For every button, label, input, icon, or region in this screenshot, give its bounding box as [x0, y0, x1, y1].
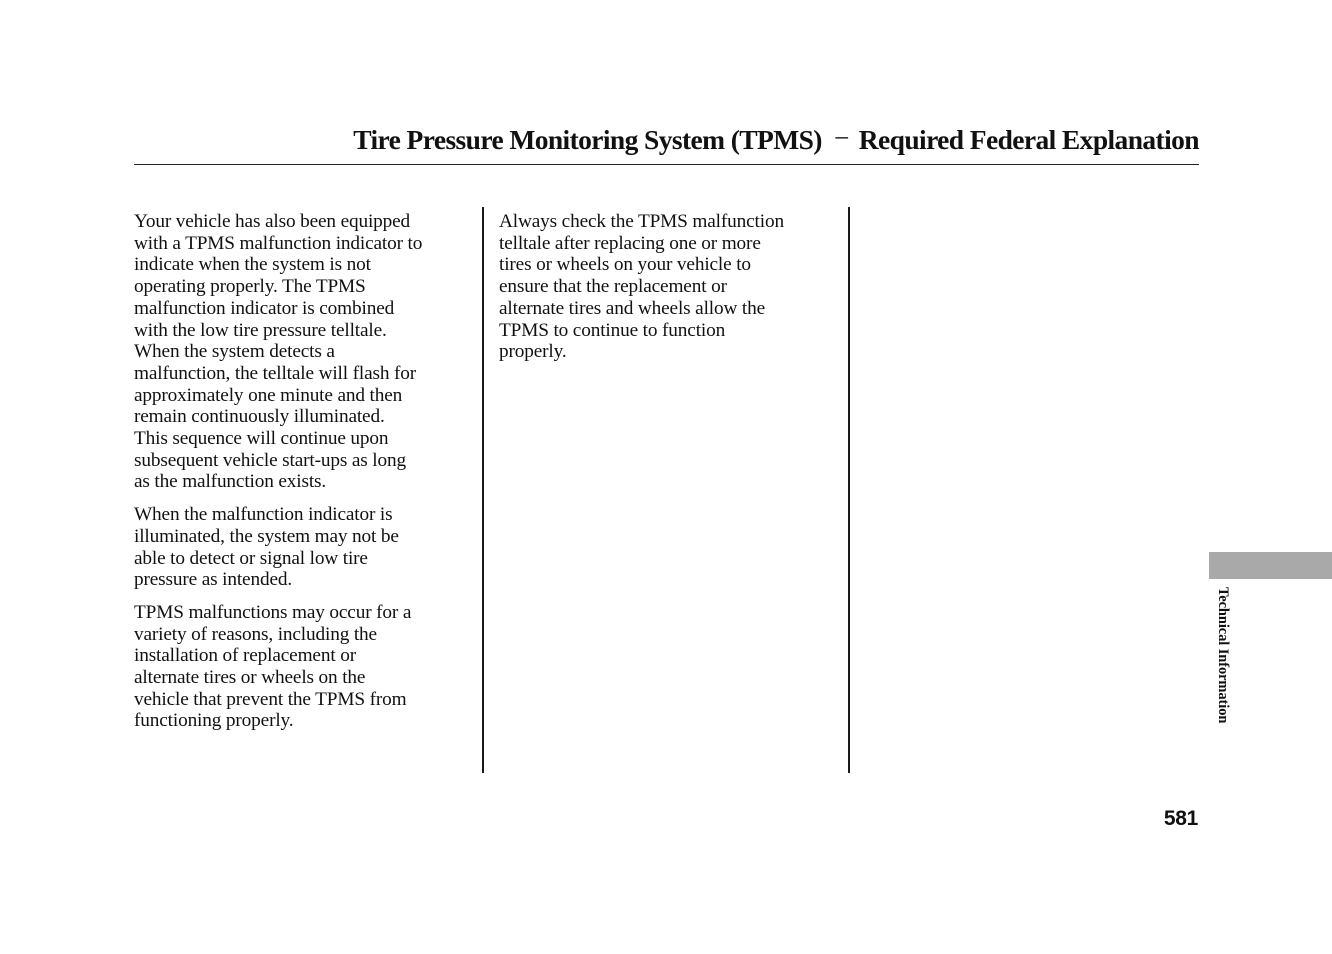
title-dash: −: [833, 122, 849, 153]
paragraph-always-check: Always check the TPMS malfunction telltale after replacing one or more tires or wheels on your vehicle to ensure that the replacement or alternate tires and wheels allow the TPMS to continue to function properly.: [499, 211, 784, 363]
section-tab-label: Technical Information: [1215, 587, 1231, 724]
column-divider-left: [482, 207, 484, 773]
page-number: 581: [1163, 807, 1198, 830]
section-tab: [1209, 552, 1332, 579]
paragraph-malfunction-indicator: Your vehicle has also been equipped with a TPMS malfunction indicator to indicate when the system is not operating properly. The TPMS malfunction indicator is combined with the low tire pressure telltale. When the system detects a malfunction, the telltale will flash for approximately one minute and then remain continuously illuminated. This sequence will continue upon subsequent vehicle start-ups as long as the malfunction exists.: [134, 211, 423, 493]
title-right: Required Federal Explanation: [858, 124, 1199, 155]
page-header: [134, 122, 1199, 165]
paragraph-malfunction-reasons: TPMS malfunctions may occur for a variety of reasons, including the installation of replacement or alternate tires or wheels on the vehicle that prevent the TPMS from functioning properly.: [134, 601, 412, 732]
middle-column: [499, 211, 839, 374]
left-column: [134, 211, 474, 743]
paragraph-indicator-illuminated: When the malfunction indicator is illuminated, the system may not be able to detect or signal low tire pressure as intended.: [134, 504, 399, 591]
column-divider-right: [848, 207, 850, 773]
title-left: Tire Pressure Monitoring System (TPMS): [353, 124, 822, 155]
page-title: [353, 122, 1199, 158]
